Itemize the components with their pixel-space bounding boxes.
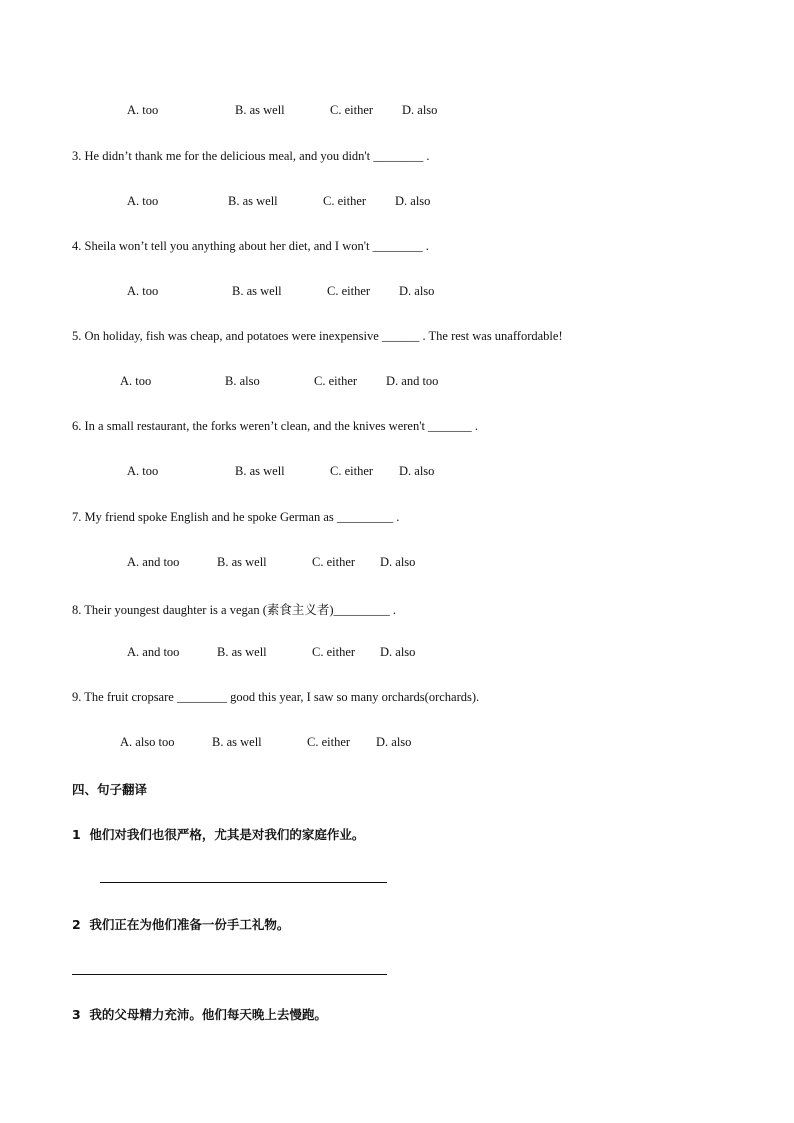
question-3-stem: 3. He didn’t thank me for the delicious meal, and you didn't ________ . (72, 149, 430, 163)
option-c[interactable]: C. either (323, 194, 367, 208)
option-a[interactable]: A. too (127, 284, 159, 298)
option-a[interactable]: A. and too (127, 645, 180, 659)
option-b[interactable]: B. as well (235, 464, 285, 478)
item-number: 1 (72, 827, 81, 842)
option-d[interactable]: D. also (380, 555, 416, 569)
question-9-stem: 9. The fruit cropsare ________ good this year, I saw so many orchards(orchards). (72, 690, 480, 704)
option-b[interactable]: B. also (225, 374, 260, 388)
item-text: 他们对我们也很严格，尤其是对我们的家庭作业。 (89, 827, 365, 842)
option-d[interactable]: D. also (399, 284, 435, 298)
question-7-stem: 7. My friend spoke English and he spoke German as _________ . (72, 510, 400, 524)
answer-line-1[interactable] (100, 882, 387, 883)
option-d[interactable]: D. also (402, 103, 438, 117)
translation-item-3 (72, 1005, 327, 1023)
option-c[interactable]: C. either (330, 464, 374, 478)
question-5-stem: 5. On holiday, fish was cheap, and potatoes were inexpensive ______ . The rest was unaffordable! (72, 329, 563, 343)
option-d[interactable]: D. also (376, 735, 412, 749)
option-b[interactable]: B. as well (212, 735, 262, 749)
answer-line-2[interactable] (72, 974, 387, 975)
option-d[interactable]: D. also (399, 464, 435, 478)
item-number: 2 (72, 917, 81, 932)
option-a[interactable]: A. too (127, 103, 159, 117)
option-c[interactable]: C. either (330, 103, 374, 117)
item-number: 3 (72, 1007, 81, 1022)
option-a[interactable]: A. and too (127, 555, 180, 569)
option-c[interactable]: C. either (307, 735, 351, 749)
question-8-stem: 8. Their youngest daughter is a vegan (素食主义者)_________ . (72, 603, 397, 617)
option-c[interactable]: C. either (314, 374, 358, 388)
option-a[interactable]: A. also too (120, 735, 175, 749)
option-a[interactable]: A. too (127, 464, 159, 478)
option-a[interactable]: A. too (120, 374, 152, 388)
option-a[interactable]: A. too (127, 194, 159, 208)
option-d[interactable]: D. also (395, 194, 431, 208)
item-text: 我的父母精力充沛。他们每天晚上去慢跑。 (89, 1007, 327, 1022)
question-6-stem: 6. In a small restaurant, the forks weren’t clean, and the knives weren't _______ . (72, 419, 479, 433)
option-b[interactable]: B. as well (217, 555, 267, 569)
option-b[interactable]: B. as well (217, 645, 267, 659)
translation-item-2 (72, 915, 289, 933)
item-text: 我们正在为他们准备一份手工礼物。 (89, 917, 290, 932)
option-c[interactable]: C. either (312, 555, 356, 569)
option-d[interactable]: D. also (380, 645, 416, 659)
option-c[interactable]: C. either (327, 284, 371, 298)
translation-item-1 (72, 825, 364, 843)
section-heading: 四、句子翻译 (72, 782, 148, 797)
option-d[interactable]: D. and too (386, 374, 439, 388)
option-c[interactable]: C. either (312, 645, 356, 659)
option-b[interactable]: B. as well (228, 194, 278, 208)
question-4-stem: 4. Sheila won’t tell you anything about her diet, and I won't ________ . (72, 239, 429, 253)
option-b[interactable]: B. as well (232, 284, 282, 298)
option-b[interactable]: B. as well (235, 103, 285, 117)
